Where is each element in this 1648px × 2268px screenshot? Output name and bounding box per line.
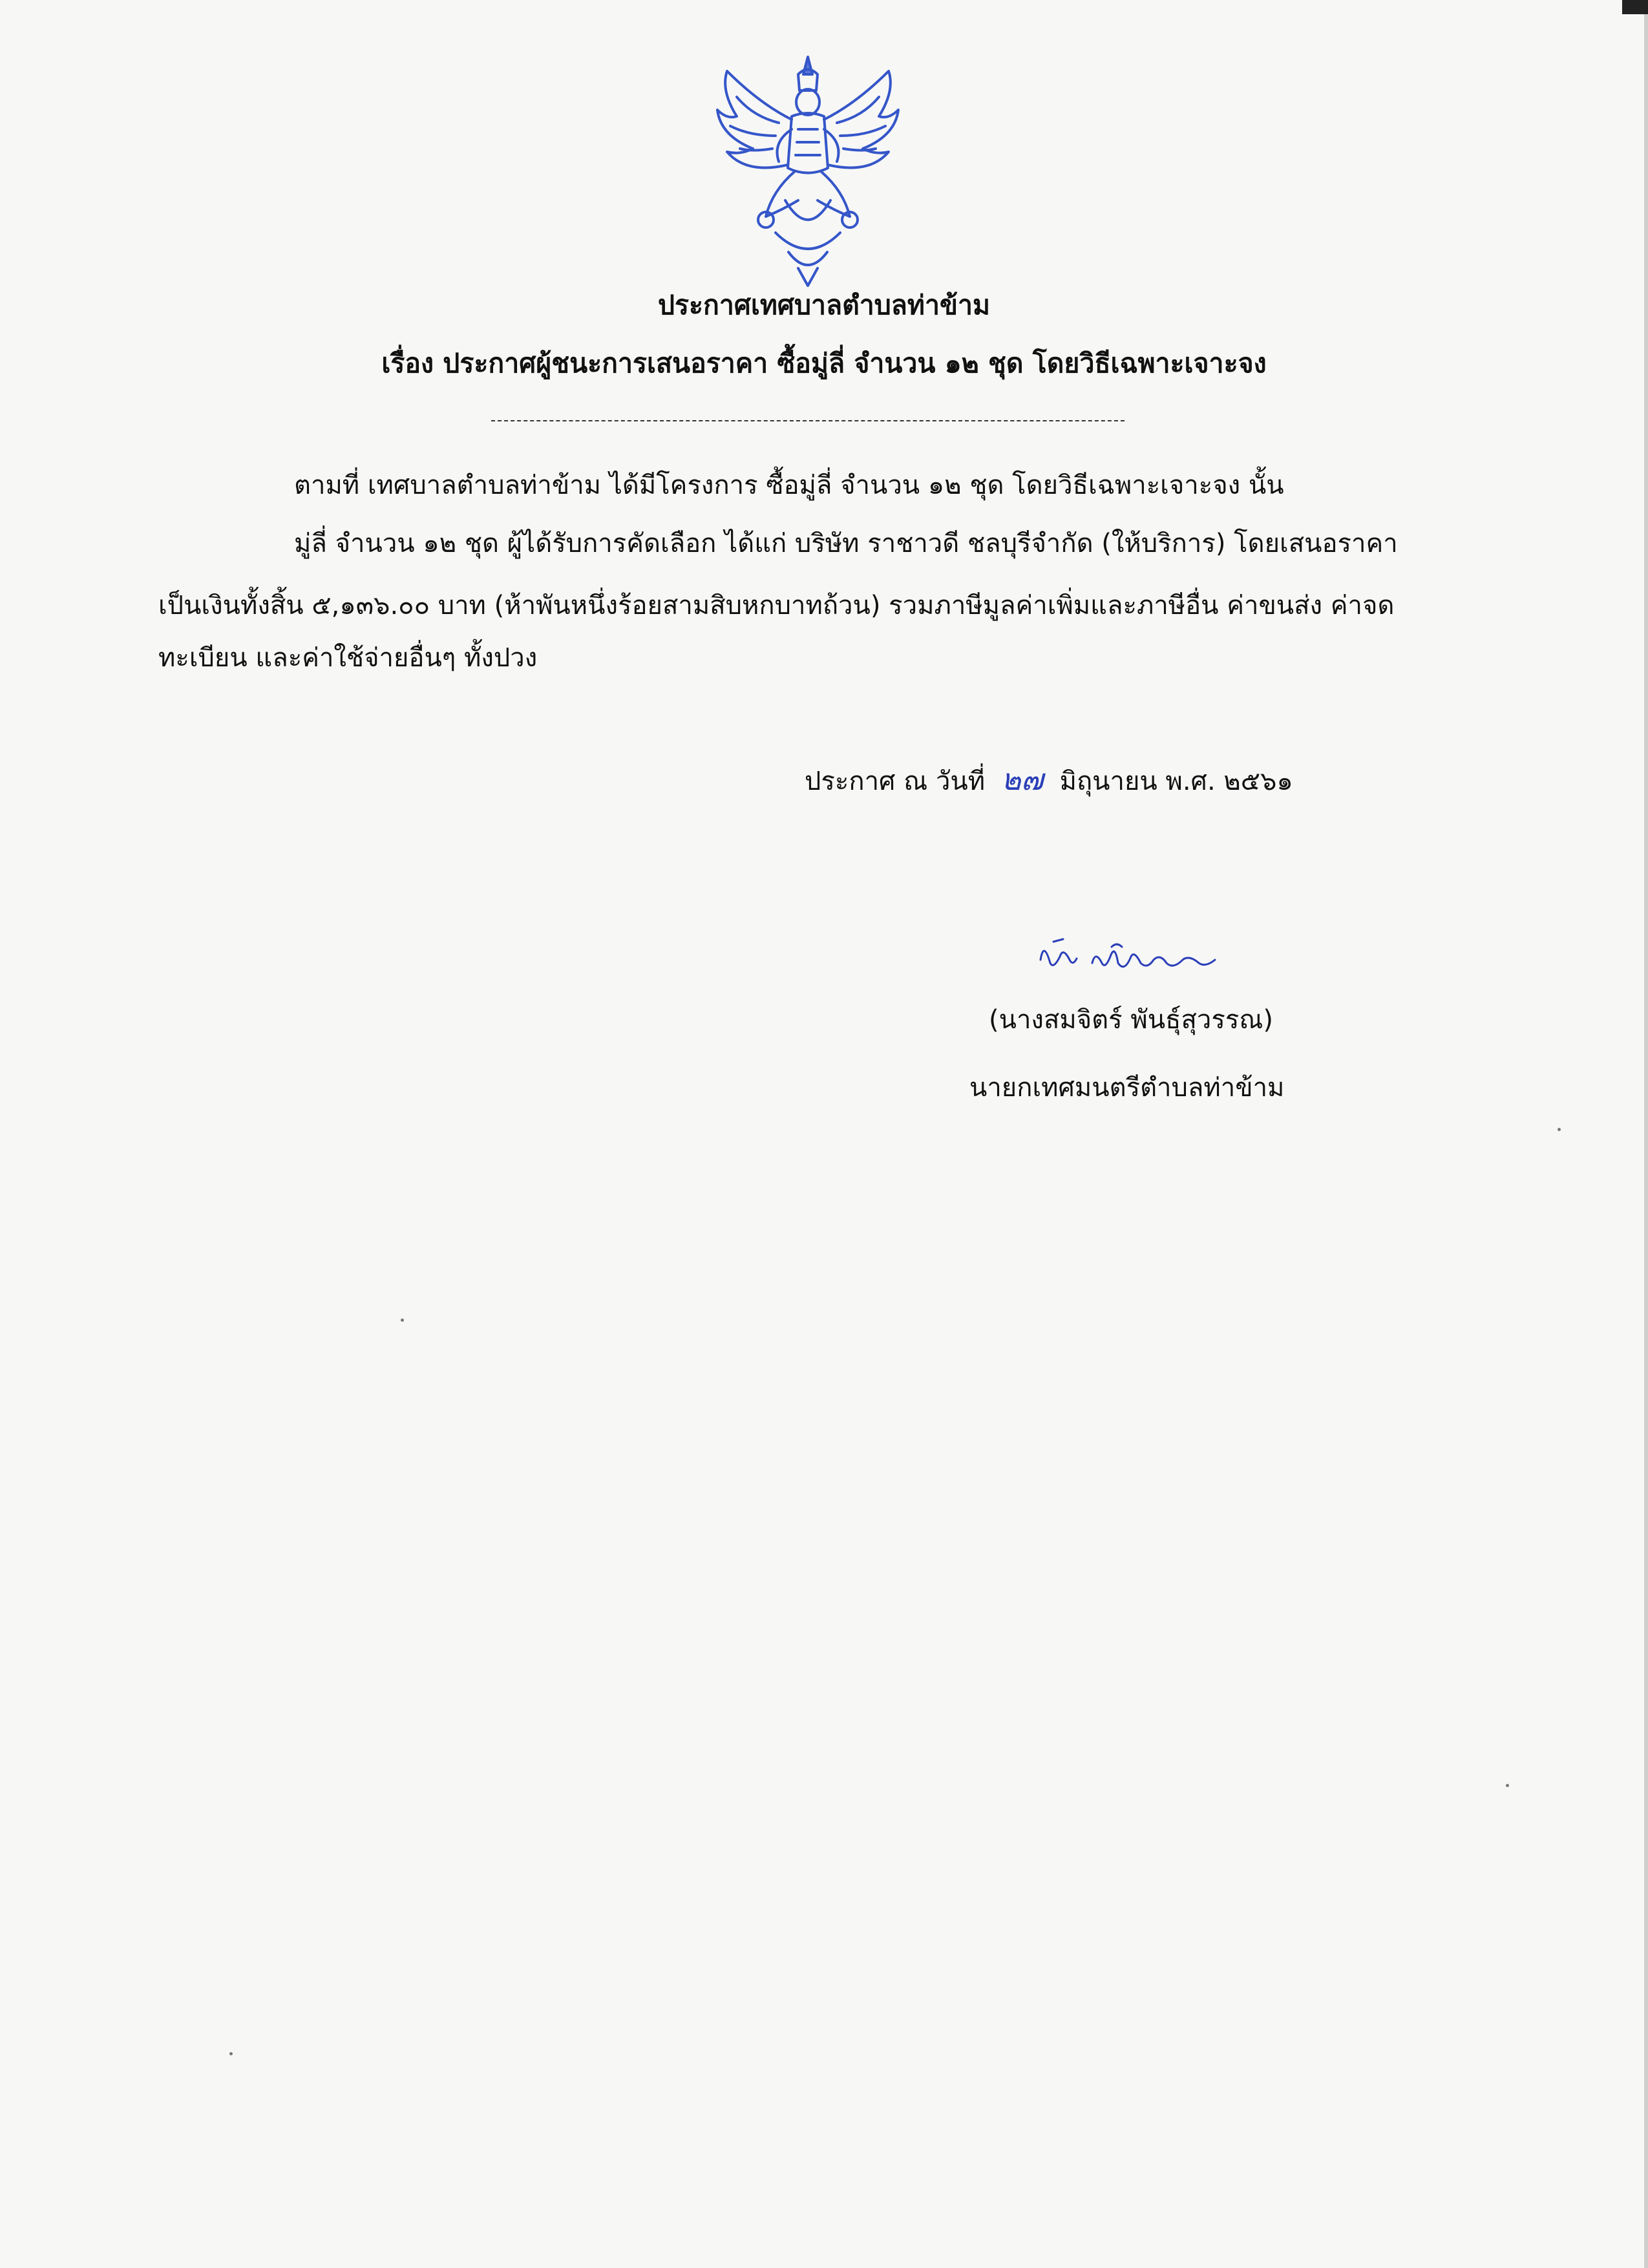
handwritten-day: ๒๗	[1001, 762, 1044, 797]
announcement-subject: เรื่อง ประกาศผู้ชนะการเสนอราคา ซื้อมู่ลี่ จำนวน ๑๒ ชุด โดยวิธีเฉพาะเจาะจง	[381, 348, 1267, 379]
body-line-1: ตามที่ เทศบาลตำบลท่าข้าม ได้มีโครงการ ซื้อมู่ลี่ จำนวน ๑๒ ชุด โดยวิธีเฉพาะเจาะจง นั้น	[294, 471, 1284, 500]
announcement-date	[805, 756, 1293, 803]
scan-speck	[401, 1319, 404, 1322]
scan-corner-mark	[1622, 0, 1648, 14]
scan-edge	[1644, 0, 1648, 2268]
scan-speck	[1558, 1128, 1561, 1131]
signature-icon	[1034, 934, 1221, 979]
scan-speck	[1506, 1784, 1509, 1787]
scan-speck	[229, 2052, 233, 2055]
garuda-emblem-icon	[701, 45, 914, 291]
body-line-4: ทะเบียน และค่าใช้จ่ายอื่นๆ ทั้งปวง	[158, 643, 538, 673]
date-month-year: มิถุนายน พ.ศ. ๒๕๖๑	[1059, 767, 1293, 796]
divider	[491, 420, 1125, 421]
signer-name: (นางสมจิตร์ พันธุ์สุวรรณ)	[989, 1005, 1274, 1035]
announcement-title: ประกาศเทศบาลตำบลท่าข้าม	[657, 290, 991, 321]
body-line-3: เป็นเงินทั้งสิ้น ๕,๑๓๖.๐๐ บาท (ห้าพันหนึ่งร้อยสามสิบหกบาทถ้วน) รวมภาษีมูลค่าเพิ่มและภาษีอื่น ค่าขนส่ง ค่าจด	[158, 591, 1395, 620]
date-prefix: ประกาศ ณ วันที่	[805, 767, 986, 796]
body-line-2: มู่ลี่ จำนวน ๑๒ ชุด ผู้ได้รับการคัดเลือก ได้แก่ บริษัท ราชาวดี ชลบุรีจำกัด (ให้บริการ) โดยเสนอราคา	[294, 529, 1398, 558]
signer-position: นายกเทศมนตรีตำบลท่าข้าม	[969, 1073, 1285, 1103]
